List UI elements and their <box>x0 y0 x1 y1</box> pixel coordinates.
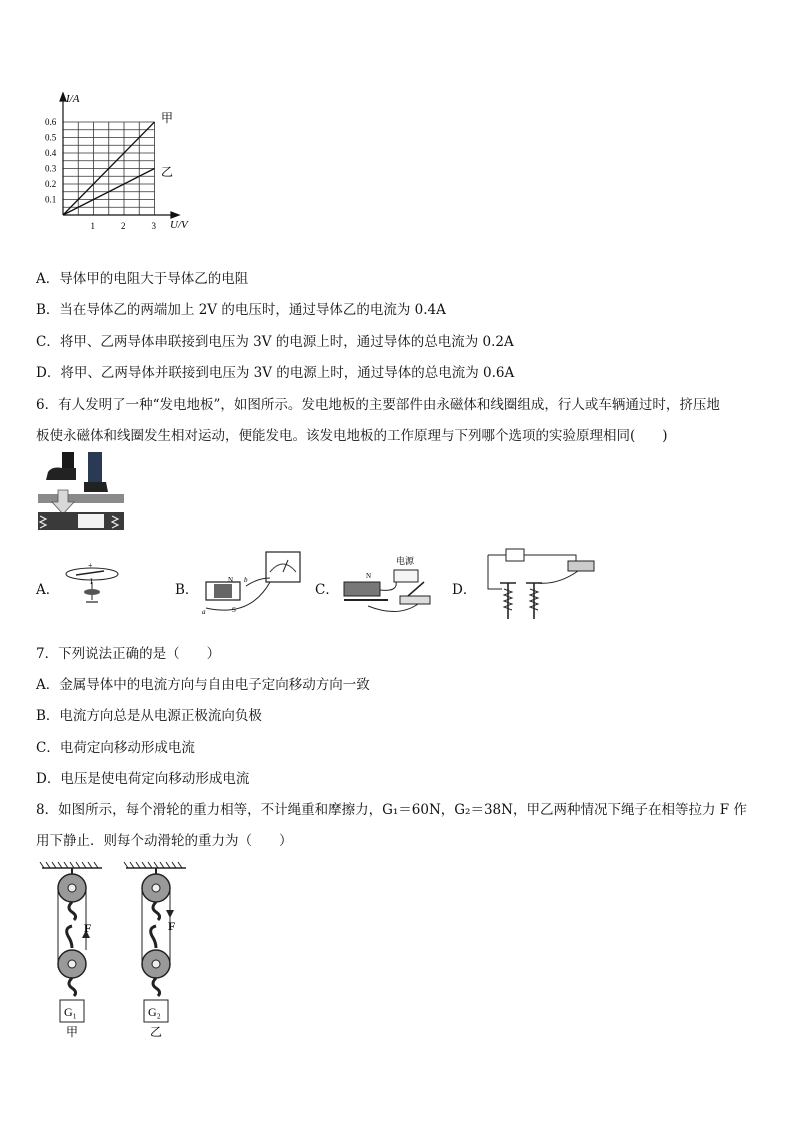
svg-text:a: a <box>202 608 206 616</box>
svg-text:N: N <box>228 576 234 584</box>
q6-stem-line1: 6．有人发明了一种“发电地板”，如图所示。发电地板的主要部件由永磁体和线圈组成，行人或车辆通过时，挤压地 <box>36 397 720 413</box>
weight-g2-label: G₂ <box>148 1005 161 1019</box>
q5-option-d: D．将甲、乙两导体并联接到电压为 3V 的电源上时，通过导体的总电流为 0.6A <box>36 365 515 381</box>
press-arrow <box>52 490 74 514</box>
power-floor-figure <box>38 452 124 530</box>
q6-fig-d-electromagnet <box>478 545 602 625</box>
line-jia-label: 甲 <box>161 111 174 125</box>
q7-option-c: C．电荷定向移动形成电流 <box>36 740 195 756</box>
shoe-left <box>46 468 76 481</box>
x-tick-label: 3 <box>151 221 156 231</box>
q5-option-b: B．当在导体乙的两端加上 2V 的电压时，通过导体乙的电流为 0.4A <box>36 302 446 318</box>
q8-stem-line1: 8．如图所示，每个滑轮的重力相等，不计绳重和摩擦力，G₁＝60N，G₂＝38N，甲乙两种情况下绳子在相等拉力 F 作 <box>36 802 747 818</box>
q5-option-c: C．将甲、乙两导体串联接到电压为 3V 的电源上时，通过导体的总电流为 0.2A <box>36 334 514 350</box>
svg-text:N: N <box>366 572 372 580</box>
q6-label-b: B． <box>175 582 199 598</box>
svg-text:b: b <box>244 576 248 584</box>
svg-text:+: + <box>88 561 93 570</box>
label-jia: 甲 <box>66 1025 79 1039</box>
iu-graph <box>38 92 198 232</box>
coil-box <box>78 514 104 528</box>
q6-fig-c-motor <box>338 552 438 618</box>
q8-stem-line2: 用下静止．则每个动滑轮的重力为（ ） <box>36 833 293 849</box>
line-yi-label: 乙 <box>161 165 174 179</box>
shoe-right <box>84 482 108 492</box>
q6-label-c: C． <box>315 582 339 598</box>
label-yi: 乙 <box>150 1025 163 1039</box>
x-tick-label: 2 <box>121 221 126 231</box>
weight-g1-label: G₁ <box>64 1005 77 1019</box>
svg-text:I: I <box>90 577 93 586</box>
q7-stem: 7．下列说法正确的是（ ） <box>36 646 221 662</box>
ceiling-jia <box>40 862 102 868</box>
y-axis-label: I/A <box>66 93 80 105</box>
y-tick-label: 0.1 <box>45 194 57 205</box>
y-tick-label: 0.4 <box>45 148 57 158</box>
floor-slab <box>38 494 124 503</box>
force-label-jia: F <box>84 921 92 935</box>
y-tick-label: 0.6 <box>45 117 57 127</box>
force-label-yi: F <box>168 919 176 933</box>
fig-c-power-label: 电源 <box>396 556 415 566</box>
q6-stem-line2: 板使永磁体和线圈发生相对运动，便能发电。该发电地板的工作原理与下列哪个选项的实验原理相同( ) <box>36 428 668 444</box>
q5-option-a: A．导体甲的电阻大于导体乙的电阻 <box>36 271 249 287</box>
q7-option-b: B．电流方向总是从电源正极流向负极 <box>36 708 262 724</box>
x-tick-label: 1 <box>90 221 95 231</box>
q6-fig-a-compass <box>62 560 126 608</box>
q6-label-a: A． <box>36 582 60 598</box>
q6-fig-b-induction <box>200 548 306 620</box>
y-tick-label: 0.2 <box>45 179 57 189</box>
y-tick-label: 0.3 <box>45 163 57 174</box>
leg-right <box>88 452 102 482</box>
svg-text:S: S <box>232 606 236 614</box>
y-tick-label: 0.5 <box>45 132 57 143</box>
pulley-figure <box>36 860 196 1040</box>
x-axis-label: U/V <box>170 219 188 231</box>
ceiling-yi <box>124 862 186 868</box>
q7-option-a: A．金属导体中的电流方向与自由电子定向移动方向一致 <box>36 677 370 693</box>
q6-label-d: D． <box>452 582 477 598</box>
q7-option-d: D．电压是使电荷定向移动形成电流 <box>36 771 250 787</box>
